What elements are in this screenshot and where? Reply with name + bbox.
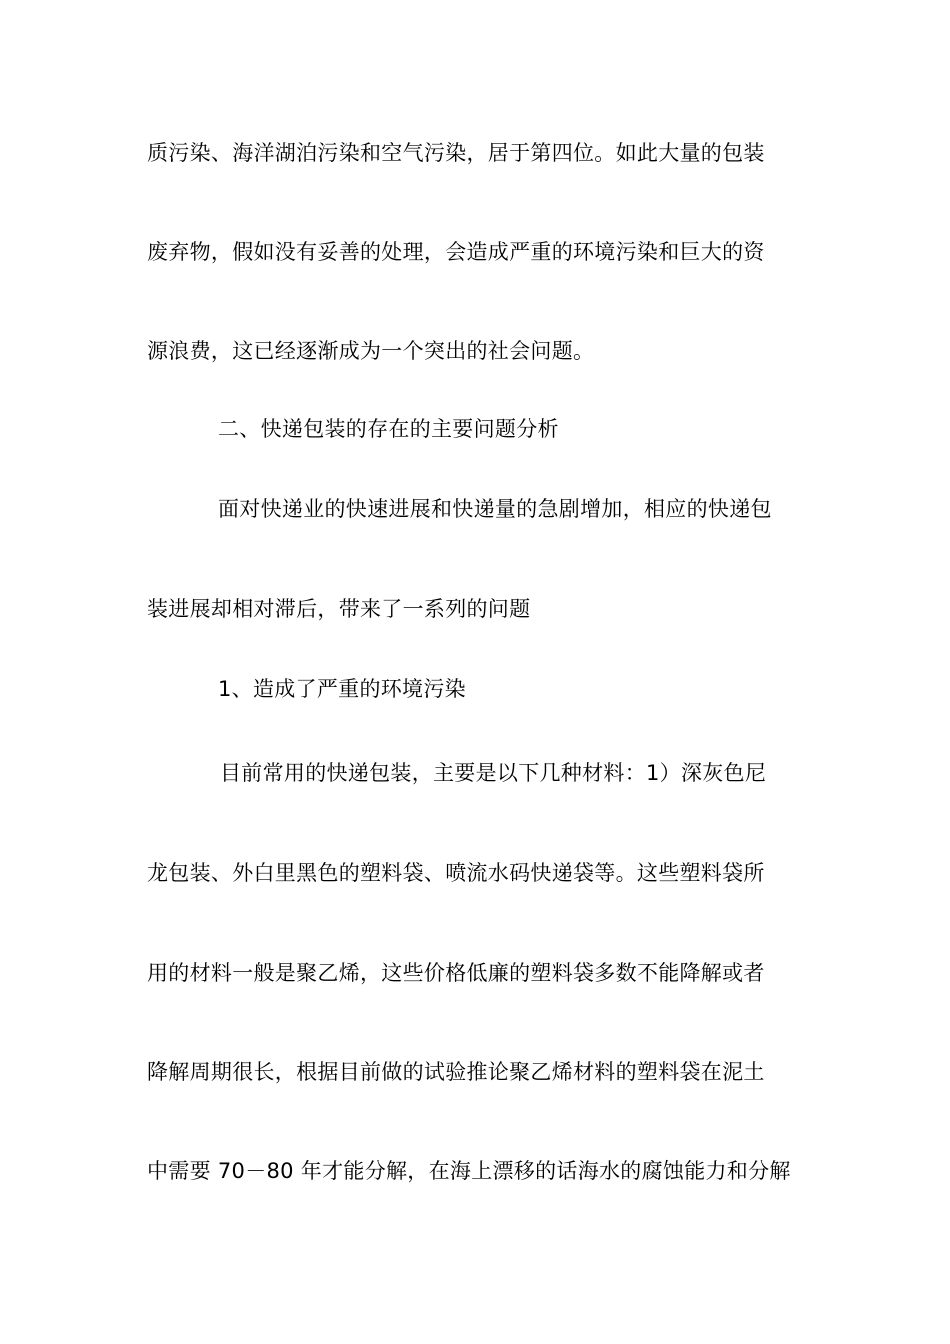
body-text-line: 面对快递业的快速进展和快递量的急剧增加，相应的快递包	[218, 497, 772, 521]
body-text-line: 降解周期很长，根据目前做的试验推论聚乙烯材料的塑料袋在泥土	[147, 1060, 765, 1084]
body-text-line: 中需要 70－80 年才能分解，在海上漂移的话海水的腐蚀能力和分解	[147, 1159, 791, 1183]
section-heading: 二、快递包装的存在的主要问题分析	[218, 417, 559, 441]
body-text-line: 装进展却相对滞后，带来了一系列的问题	[147, 597, 531, 621]
body-text-line: 目前常用的快递包装，主要是以下几种材料：1）深灰色尼	[220, 761, 767, 785]
body-text-line: 源浪费，这已经逐渐成为一个突出的社会问题。	[147, 339, 595, 363]
subsection-heading: 1、造成了严重的环境污染	[218, 677, 466, 701]
body-text-line: 废弃物，假如没有妥善的处理，会造成严重的环境污染和巨大的资	[147, 240, 765, 264]
body-text-line: 质污染、海洋湖泊污染和空气污染，居于第四位。如此大量的包装	[147, 141, 765, 165]
body-text-line: 龙包装、外白里黑色的塑料袋、喷流水码快递袋等。这些塑料袋所	[147, 861, 765, 885]
body-text-line: 用的材料一般是聚乙烯，这些价格低廉的塑料袋多数不能降解或者	[147, 961, 765, 985]
